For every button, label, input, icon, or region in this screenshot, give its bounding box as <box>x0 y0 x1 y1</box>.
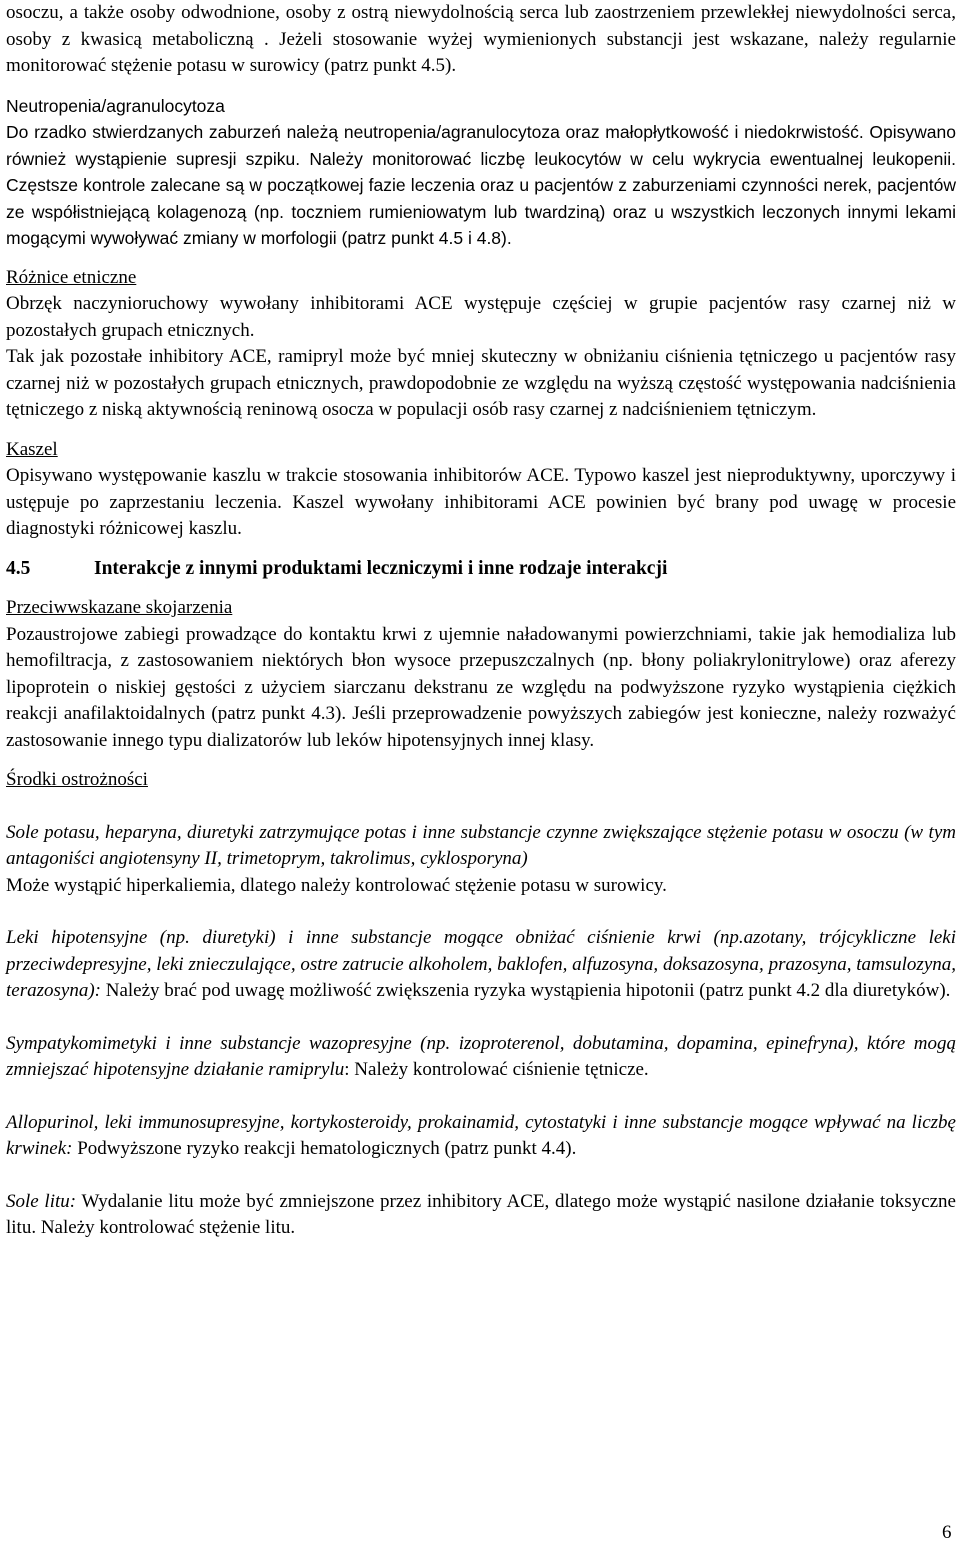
contraindicated-combinations-heading: Przeciwwskazane skojarzenia <box>6 597 233 618</box>
precaution-sympathomimetics-note: : Należy kontrolować ciśnienie tętnicze. <box>344 1059 649 1080</box>
neutropenia-paragraph: Do rzadko stwierdzanych zaburzeń należą neutropenia/agranulocytoza oraz małopłytkowość i niedokrwistość. Opisywano również wystąpienie supresji szpiku. Należy monitorować liczbę leukocytów w celu wykrycia ewentualnej leukopenii. Częstsze kontrole zalecane są w początkowej fazie leczenia oraz u pacjentów z zaburzeniami czynności nerek, pacjentów ze współistniejącą kolagenozą (np. toczniem rumieniowatym lub twardziną) oraz u wszystkich leczonych innymi lekami mogącymi wywoływać zmiany w morfologii (patrz punkt 4.5 i 4.8). <box>6 122 956 248</box>
precaution-sympathomimetics-substances: Sympatykomimetyki i inne substancje wazopresyjne (np. izoproterenol, dobutamina, dopamina, epinefryna), które mogą zmniejszać hipotensyjne działanie ramiprylu <box>6 1032 956 1080</box>
precaution-lithium <box>6 1189 956 1242</box>
intro-paragraph: osoczu, a także osoby odwodnione, osoby z ostrą niewydolnością serca lub zaostrzeniem przewlekłej niewydolności serca, osoby z kwasicą metaboliczną . Jeżeli stosowanie wyżej wymienionych substancji jest wskazane, należy regularnie monitorować stężenie potasu w surowicy (patrz punkt 4.5). <box>6 2 956 76</box>
precaution-lithium-substances: Sole litu: <box>6 1190 77 1212</box>
precaution-hypotensive <box>6 925 956 1005</box>
cough-paragraph: Opisywano występowanie kaszlu w trakcie stosowania inhibitorów ACE. Typowo kaszel jest nieproduktywny, uporczywy i ustępuje po zaprzestaniu leczenia. Kaszel wywołany inhibitorami ACE powinien być brany pod uwagę w procesie diagnostyki różnicowej kaszlu. <box>6 465 956 539</box>
precaution-potassium <box>6 820 956 900</box>
ethnic-paragraph-2: Tak jak pozostałe inhibitory ACE, ramipryl może być mniej skuteczny w obniżaniu ciśnienia tętniczego u pacjentów rasy czarnej niż w pozostałych grupach etnicznych, prawdopodobnie ze względu na wyższą częstość występowania nadciśnienia tętniczego z niską aktywnością reninową osocza w populacji osób rasy czarnej z nadciśnieniem tętniczym. <box>6 346 956 420</box>
ethnic-differences-heading: Różnice etniczne <box>6 266 137 288</box>
precaution-allopurinol <box>6 1110 956 1163</box>
precaution-lithium-note: Wydalanie litu może być zmniejszone przez inhibitory ACE, dlatego może wystąpić nasilone działanie toksyczne litu. Należy kontrolować stężenie litu. <box>6 1190 956 1238</box>
contraindicated-paragraph: Pozaustrojowe zabiegi prowadzące do kontaktu krwi z ujemnie naładowanymi powierzchniami, takie jak hemodializa lub hemofiltracja, z zastosowaniem niektórych błon wysoce przepuszczalnych (np. błony poliakrylonitrylowe) oraz aferezy lipoprotein o niskiej gęstości z użyciem siarczanu dekstranu ze względu na podwyższone ryzyko wystąpienia ciężkich reakcji anafilaktoidalnych (patrz punkt 4.3). Jeśli przeprowadzenie powyższych zabiegów jest konieczne, należy rozważyć zastosowanie innego typu dializatorów lub leków hipotensyjnych innej klasy. <box>6 623 956 751</box>
section-number: 4.5 <box>6 557 31 579</box>
precaution-allopurinol-note: Podwyższone ryzyko reakcji hematologicznych (patrz punkt 4.4). <box>72 1138 577 1159</box>
neutropenia-heading: Neutropenia/agranulocytoza <box>6 95 225 116</box>
page-number: 6 <box>942 1522 952 1543</box>
document-page <box>6 0 956 1242</box>
precaution-allopurinol-substances: Allopurinol, leki immunosupresyjne, kortykosteroidy, prokainamid, cytostatyki i inne substancje mogące wpływać na liczbę krwinek: <box>6 1111 956 1159</box>
precaution-hypotensive-note: Należy brać pod uwagę możliwość zwiększenia ryzyka wystąpienia hipotonii (patrz punkt 4.2 dla diuretyków). <box>100 980 951 1001</box>
precaution-potassium-substances: Sole potasu, heparyna, diuretyki zatrzymujące potas i inne substancje czynne zwiększające stężenie potasu w osoczu (w tym antagoniści angiotensyny II, trimetoprym, takrolimus, cyklosporyna) <box>6 821 956 869</box>
section-heading-4-5 <box>6 556 956 583</box>
ethnic-paragraph-1: Obrzęk naczynioruchowy wywołany inhibitorami ACE występuje częściej w grupie pacjentów rasy czarnej niż w pozostałych grupach etnicznych. <box>6 293 956 341</box>
precautions-heading: Środki ostrożności <box>6 769 148 790</box>
cough-heading: Kaszel <box>6 438 58 460</box>
precaution-hypotensive-substances: Leki hipotensyjne (np. diuretyki) i inne substancje mogące obniżać ciśnienie krwi (np.azotany, trójcykliczne leki przeciwdepresyjne, leki znieczulające, ostre zatrucie alkoholem, baklofen, alfuzosyna, doksazosyna, prazosyna, tamsulozyna, terazosyna): <box>6 927 956 1001</box>
precaution-potassium-note: Może wystąpić hiperkaliemia, dlatego należy kontrolować stężenie potasu w surowicy. <box>6 874 667 896</box>
precaution-sympathomimetics <box>6 1031 956 1084</box>
section-title: Interakcje z innymi produktami leczniczymi i inne rodzaje interakcji <box>94 557 668 579</box>
